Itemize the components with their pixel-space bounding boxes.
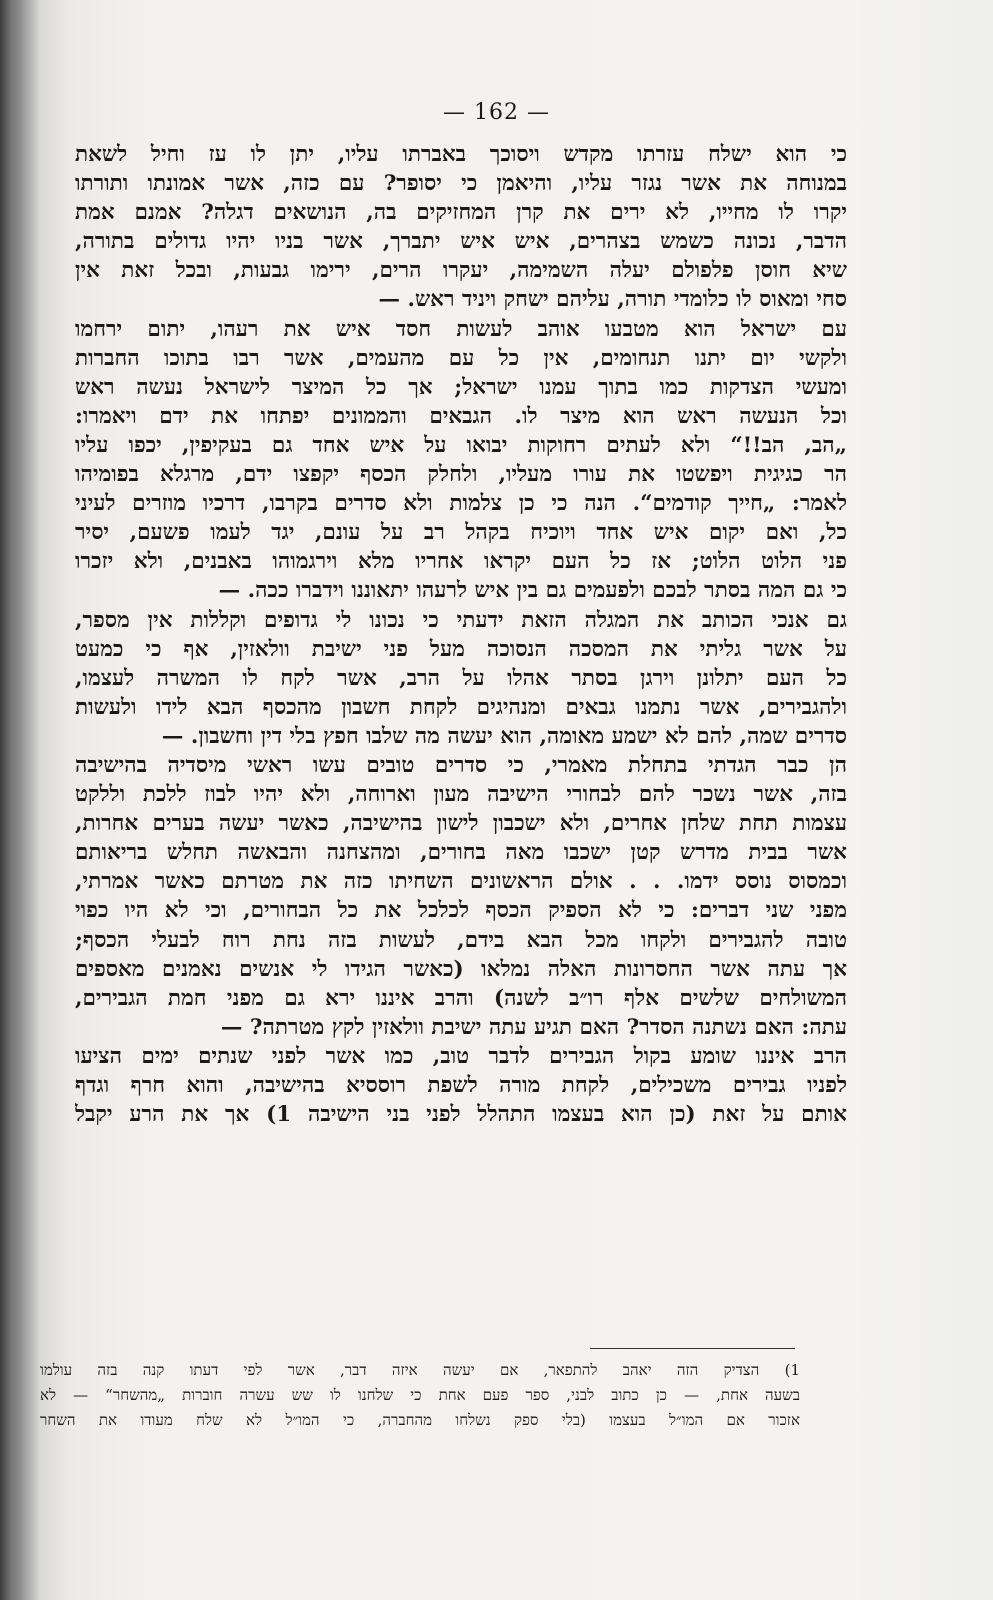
text-line: המשולחים שלשים אלף רו״ב לשנה) והרב איננו ירא גם מפני חמת הגבירים,	[75, 985, 847, 1011]
text-line: גם אנכי הכותב את המגלה הזאת ידעתי כי נכונו לי גדופים וקללות אין מספר,	[75, 607, 847, 633]
text-line: כל העם יתלונן וירגן בסתר אהלו על הרב, אשר לקח לו המשרה לעצמו,	[75, 665, 847, 691]
text-line: וכמסוס נוסס ידמו. . . אולם הראשונים השחיתו כזה את מטרתם כאשר אמרתי,	[75, 869, 847, 895]
text-line: לפניו גבירים משכילים, לקחת מורה לשפת רוססיא בהישיבה, והוא חרף וגדף	[75, 1073, 847, 1098]
footnote-line: בשעה אחת, — כן כתוב לבני, ספר פעם אחת כי שלחנו לו שש עשרה חוברות „מהשחר“ — לא	[40, 1386, 800, 1404]
text-line: יקרו לו מחייו, לא ירים את קרן המחזיקים בה, הנושאים דגלה? אמנם אמת	[75, 200, 847, 226]
text-line: כל, ואם יקום איש אחד ויוכיח בקהל רב על עונם, יגד לעמו פשעם, יסיר	[75, 520, 847, 546]
text-line: כי הוא ישלח עזרתו מקדש ויסוכך באברתו עליו, יתן לו עז וחיל לשאת	[75, 142, 847, 167]
text-line: שיא חוסן פלפולם יעלה השמימה, יעקרו הרים, ירימו גבעות, ובכל זאת אין	[75, 258, 847, 284]
text-line: סחי ומאוס לו כלומדי תורה, עליהם ישחק ויניד ראש. —	[378, 287, 847, 313]
text-line: על אשר גליתי את המסכה הנסוכה מעל פני ישיבת וולאזין, אף כי כמעט	[75, 636, 847, 662]
footnote-line: 1) הצדיק הזה יאהב להתפאר, אם יעשה איזה דבר, אשר לפי דעתו קנה בזה עולמו	[40, 1361, 800, 1379]
text-line: הדבר, נכונה כשמש בצהרים, איש איש יתברך, אשר בניו יהיו גדולים בתורה,	[75, 229, 847, 255]
text-line: אשר בבית מדרש קטן ישכבו מאה בחורים, ומהצחנה והבאשה תחלש בריאותם	[75, 840, 847, 866]
text-line: הרב איננו שומע בקול הגבירים לדבר טוב, כמו אשר לפני שנתים ימים הציעו	[75, 1043, 847, 1069]
text-line: בזה, אשר נשכר להם לבחורי הישיבה מעון וארוחה, ולא יהיו לבוז ללכת וללקט	[75, 782, 847, 808]
footnote-block	[40, 1358, 800, 1433]
text-line: עם ישראל הוא מטבעו אוהב לעשות חסד איש את רעהו, יתום ירחמו	[75, 316, 847, 342]
text-line: אותם על זאת (כן הוא בעצמו התהלל לפני בני הישיבה 1) אך את הרע יקבל	[75, 1102, 847, 1128]
page-number: — 162 —	[443, 100, 550, 125]
text-line: ולהגבירים, אשר נתמנו גבאים ומנהיגים לקחת חשבון מהכסף הבא לידו ולעשות	[75, 694, 847, 720]
text-line: פני הלוט הלוט; אז כל העם יקראו אחריו מלא וירגמוהו באבנים, ולא יזכרו	[75, 549, 847, 575]
main-text-block	[75, 140, 847, 1129]
footnote-line: אזכור אם המו״ל בעצמו (בלי ספק נשלחו מהחברה, כי המו״ל לא שלח מעודו את השחר	[40, 1411, 800, 1429]
text-line: כי גם המה בסתר לבכם ולפעמים גם בין איש לרעהו יתאוננו וידברו ככה. —	[218, 578, 847, 604]
text-line: „הב, הב!!“ ולא לעתים רחוקות יבואו על איש אחד גם בעקיפין, יכפו עליו	[75, 432, 847, 458]
text-line: לאמר: „חייך קודמים“. הנה כי כן צלמות ולא סדרים בקרבו, דרכיו מוזרים לעיני	[75, 491, 847, 517]
text-line: אך עתה אשר החסרונות האלה נמלאו (כאשר הגידו לי אנשים נאמנים מאספים	[75, 956, 847, 982]
text-line: עצמות תחת שלחן אחרים, ולא ישכבון לישון בהישיבה, כאשר יעשה בערים אחרות,	[75, 811, 847, 837]
text-line: טובה להגבירים ולקחו מכל הבא בידם, לעשות בזה נחת רוח לבעלי הכסף;	[75, 927, 847, 953]
text-line: סדרים שמה, להם לא ישמע מאומה, הוא יעשה מה שלבו חפץ בלי דין וחשבון. —	[161, 723, 847, 749]
text-line: הן כבר הגדתי בתחלת מאמרי, כי סדרים טובים עשו ראשי מיסדיה בהישיבה	[75, 752, 847, 778]
footnote-divider	[590, 1348, 795, 1349]
text-line: עתה: האם נשתנה הסדר? האם תגיע עתה ישיבת וולאזין לקץ מטרתה? —	[220, 1014, 847, 1040]
text-line: ומעשי הצדקות כמו בתוך עמנו ישראל; אך כל המיצר לישראל נעשה ראש	[75, 374, 847, 400]
text-line: ולקשי יום יתנו תנחומים, אין כל עם מהעמים, אשר רבו בתוכו החברות	[75, 345, 847, 371]
book-spine-shadow	[0, 0, 40, 1600]
text-line: וכל הנעשה ראש הוא מיצר לו. הגבאים והממונים יפתחו את ידם ויאמרו:	[75, 403, 847, 429]
text-line: מפני שני דברים: כי לא הספיק הכסף לכלכל את כל הבחורים, וכי לא היו כפוי	[75, 898, 847, 924]
text-line: הר כגיגית ויפשטו את עורו מעליו, ולחלק הכסף יקפצו ידם, מרגלא בפומיהו	[75, 462, 847, 488]
text-line: במנוחה את אשר נגזר עליו, והיאמן כי יסופר? עם כזה, אשר אמונתו ותורתו	[75, 171, 847, 197]
